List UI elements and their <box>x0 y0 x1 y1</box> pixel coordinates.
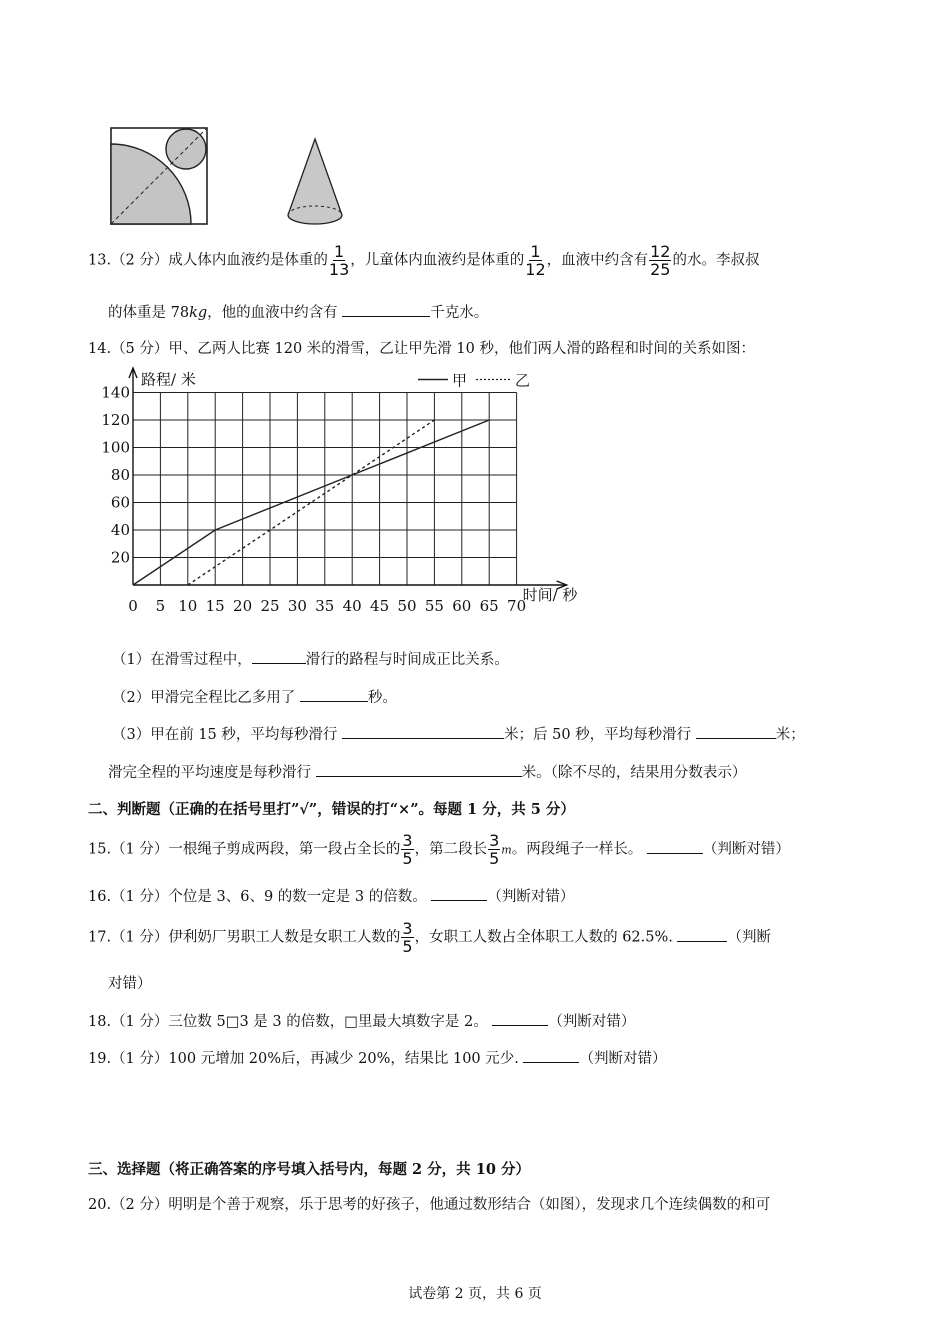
x-tick-label: 15 <box>205 597 225 615</box>
q17-number: 17. <box>88 929 112 946</box>
q13-fraction-3 <box>649 243 671 278</box>
q14-sub1-a: （1）在滑雪过程中， <box>112 652 252 668</box>
q14-sub2-b: 秒。 <box>367 690 397 706</box>
legend-jia-label: 甲 <box>451 371 467 390</box>
q14-sub3-b: 米；后 50 秒，平均每秒滑行 <box>504 727 692 743</box>
x-tick-label: 20 <box>233 597 253 615</box>
q18-answer-blank[interactable] <box>492 1011 548 1026</box>
x-tick-label: 35 <box>315 597 335 615</box>
q14-sub-3-line-2 <box>108 761 746 782</box>
q14-sub3-blank-2[interactable] <box>696 724 776 739</box>
q18-score: （1 分） <box>111 1014 169 1030</box>
y-tick-label: 120 <box>101 411 130 429</box>
x-tick-label: 70 <box>507 597 527 615</box>
question-17 <box>88 920 771 955</box>
q19-tail: （判断对错） <box>579 1051 667 1067</box>
q15-f2-denominator: 5 <box>489 849 500 868</box>
q13-f2-numerator: 1 <box>530 242 541 261</box>
q15-fraction-1 <box>401 832 413 867</box>
q17-answer-blank[interactable] <box>677 927 727 942</box>
q20-score: （2 分） <box>111 1197 169 1213</box>
cone-figure <box>288 139 342 224</box>
question-17-line-2: 对错） <box>108 976 152 992</box>
q17-tail: （判断 <box>727 929 771 946</box>
q19-text: 100 元增加 20%后，再减少 20%，结果比 100 元少. <box>168 1051 519 1067</box>
q13-fraction-1 <box>329 243 349 278</box>
q13-text-2: ，儿童体内血液约是体重的 <box>350 252 525 269</box>
geometry-figures <box>105 122 355 232</box>
q15-text-1: 一根绳子剪成两段，第一段占全长的 <box>168 841 401 858</box>
question-19 <box>88 1047 666 1068</box>
y-tick-label: 140 <box>101 383 130 402</box>
q15-fraction-2 <box>488 832 500 867</box>
x-tick-label: 65 <box>479 597 499 615</box>
y-tick-label: 100 <box>101 438 130 457</box>
q14-sub3-a: （3）甲在前 15 秒，平均每秒滑行 <box>112 727 338 743</box>
question-16 <box>88 885 574 906</box>
q14-sub-1 <box>112 648 509 669</box>
q13-f1-numerator: 1 <box>333 242 345 261</box>
y-tick-label: 20 <box>110 548 130 567</box>
section-3-title: 三、选择题（将正确答案的序号填入括号内，每题 2 分，共 10 分） <box>88 1161 530 1178</box>
q17-score: （1 分） <box>111 929 169 946</box>
q15-score: （1 分） <box>111 841 169 858</box>
question-13-line-2 <box>108 301 488 322</box>
q16-answer-blank[interactable] <box>431 886 487 901</box>
q13-text-4: 的水。李叔叔 <box>672 252 760 269</box>
q15-f1-denominator: 5 <box>402 849 413 868</box>
y-axis-label: 路程/ 米 <box>141 370 196 389</box>
q17-fraction <box>401 920 413 955</box>
q14-sub3-d: 滑完全程的平均速度是每秒滑行 <box>108 765 311 781</box>
q13-text-3: ，血液中约含有 <box>546 252 649 269</box>
q14-text: 甲、乙两人比赛 120 米的滑雪，乙让甲先滑 10 秒，他们两人滑的路程和时间的关系如图： <box>168 341 755 357</box>
q15-tail: （判断对错） <box>702 841 790 858</box>
q15-unit: m <box>501 843 512 857</box>
question-15 <box>88 832 790 867</box>
x-tick-label: 50 <box>397 597 417 615</box>
q16-text: 个位是 3、6、9 的数一定是 3 的倍数。 <box>168 889 427 905</box>
q14-number: 14. <box>88 341 112 357</box>
q14-sub3-e: 米。（除不尽的，结果用分数表示） <box>521 765 747 781</box>
q19-answer-blank[interactable] <box>523 1048 579 1063</box>
section-2-title: 二、判断题（正确的在括号里打”√”，错误的打“×”。每题 1 分，共 5 分） <box>88 801 575 818</box>
q17-f1-numerator: 3 <box>402 919 413 938</box>
q15-text-3: 。两段绳子一样长。 <box>511 841 643 858</box>
x-tick-label: 55 <box>424 597 444 615</box>
square-circles-figure <box>111 128 207 224</box>
q14-sub1-blank[interactable] <box>252 649 306 664</box>
q13-text-1: 成人体内血液约是体重的 <box>168 252 328 269</box>
q19-score: （1 分） <box>111 1051 169 1067</box>
question-14 <box>88 337 755 358</box>
q14-sub3-c: 米； <box>775 727 805 743</box>
question-13 <box>88 243 759 278</box>
q13-answer-blank[interactable] <box>342 302 430 317</box>
q13-line2-c: 千克水。 <box>430 305 489 321</box>
x-tick-label: 10 <box>178 597 198 615</box>
q17-f1-denominator: 5 <box>402 937 413 956</box>
q15-number: 15. <box>88 841 112 858</box>
q13-line2-a: 的体重是 78 <box>108 305 190 321</box>
x-tick-label: 30 <box>287 597 307 615</box>
q14-sub2-blank[interactable] <box>300 687 368 702</box>
q16-tail: （判断对错） <box>487 889 575 905</box>
q18-number: 18. <box>88 1014 112 1030</box>
q13-number: 13. <box>88 252 112 269</box>
y-tick-label: 80 <box>110 466 130 484</box>
q19-number: 19. <box>88 1051 112 1067</box>
x-tick-label: 45 <box>370 597 390 615</box>
q15-f1-numerator: 3 <box>402 831 413 850</box>
q14-sub2-a: （2）甲滑完全程比乙多用了 <box>112 690 296 706</box>
q13-f3-denominator: 25 <box>650 260 671 279</box>
q18-text: 三位数 5□3 是 3 的倍数，□里最大填数字是 2。 <box>168 1014 488 1030</box>
q13-line2-b: ，他的血液中约含有 <box>207 305 338 321</box>
q17-text-2: ，女职工人数占全体职工人数的 62.5%. <box>414 929 673 946</box>
legend-yi-label: 乙 <box>514 371 530 390</box>
q13-f2-denominator: 12 <box>525 260 546 279</box>
q13-fraction-2 <box>525 243 545 278</box>
x-tick-label: 25 <box>260 597 280 615</box>
y-tick-label: 60 <box>110 493 130 512</box>
q14-score: （5 分） <box>111 341 169 357</box>
q15-f2-numerator: 3 <box>489 831 500 850</box>
question-18 <box>88 1010 635 1031</box>
x-tick-label: 40 <box>342 597 362 615</box>
q14-sub3-blank-3[interactable] <box>316 762 522 777</box>
q18-tail: （判断对错） <box>548 1014 636 1030</box>
x-tick-label: 0 <box>128 597 138 615</box>
x-tick-label: 5 <box>155 597 166 615</box>
q14-sub-2 <box>112 686 397 707</box>
q13-f1-denominator: 13 <box>328 260 350 279</box>
q15-answer-blank[interactable] <box>647 839 703 854</box>
q13-score: （2 分） <box>111 252 169 269</box>
x-axis-label: 时间/ 秒 <box>522 586 578 604</box>
q13-unit: kg <box>189 305 208 321</box>
q14-sub-3 <box>112 723 805 744</box>
question-20 <box>88 1193 770 1214</box>
q13-f3-numerator: 12 <box>650 242 671 261</box>
distance-time-chart <box>100 365 620 637</box>
q20-text: 明明是个善于观察，乐于思考的好孩子，他通过数形结合（如图），发现求几个连续偶数的和可 <box>168 1197 771 1213</box>
page-footer: 试卷第 2 页，共 6 页 <box>408 1286 542 1302</box>
q16-score: （1 分） <box>111 889 169 905</box>
q14-sub1-b: 滑行的路程与时间成正比关系。 <box>305 652 509 668</box>
q14-sub3-blank-1[interactable] <box>342 724 504 739</box>
y-tick-label: 40 <box>110 521 130 539</box>
q20-number: 20. <box>88 1197 112 1213</box>
q17-text-1: 伊利奶厂男职工人数是女职工人数的 <box>168 929 401 946</box>
q15-text-2: ，第二段长 <box>414 841 488 858</box>
q16-number: 16. <box>88 889 112 905</box>
x-tick-label: 60 <box>452 597 472 615</box>
